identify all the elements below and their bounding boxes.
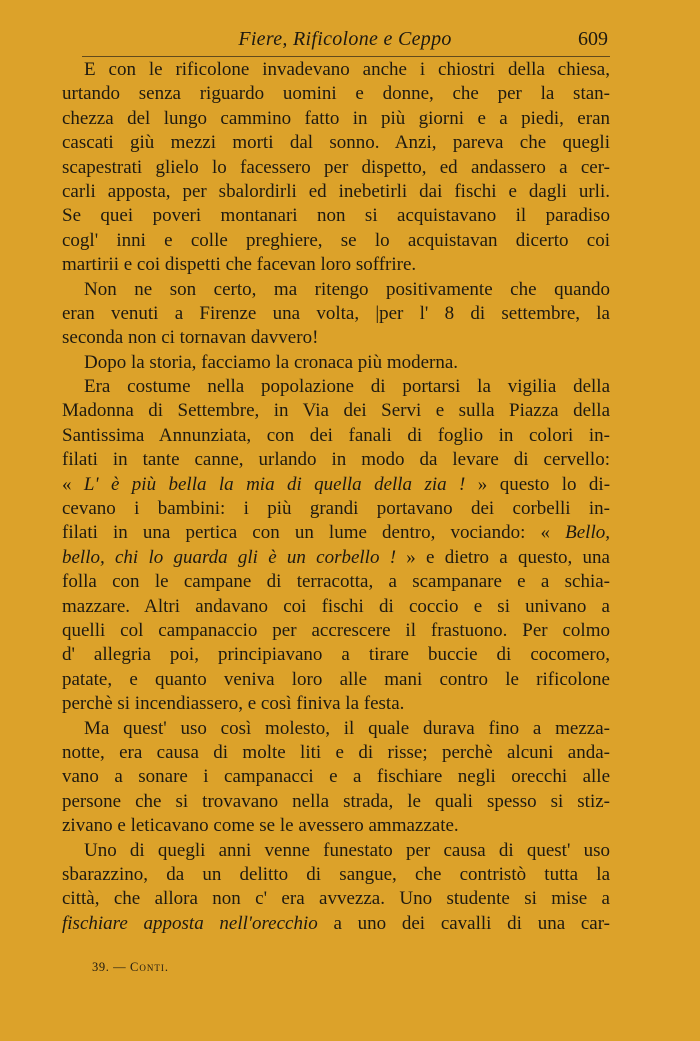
text-line: cevano i bambini: i più grandi portavano dei corbelli in- xyxy=(62,498,610,520)
text-line: Dopo la storia, facciamo la cronaca più moderna. xyxy=(84,351,459,373)
text-line: Era costume nella popolazione di portarsi la vigilia della xyxy=(84,376,610,398)
text-line: notte, era causa di molte liti e di risse; perchè alcuni anda- xyxy=(62,741,610,763)
italic-text: L' è più bella la mia di quella della zia ! xyxy=(83,473,466,495)
signature-number: 39. — xyxy=(92,960,127,974)
italic-text: fischiare apposta nell'orecchio xyxy=(62,912,318,934)
text-line: perchè si incendiassero, e così finiva la festa. xyxy=(62,693,405,715)
italic-text: bello, chi lo guarda gli è un corbello ! xyxy=(62,546,397,568)
text-line: Madonna di Settembre, in Via dei Servi e sulla Piazza della xyxy=(62,400,610,422)
header-title: Fiere, Rificolone e Ceppo xyxy=(238,28,452,50)
running-header xyxy=(82,28,608,54)
text-line: martirii e coi dispetti che facevan loro soffrire. xyxy=(62,254,417,276)
text-line: Santissima Annunziata, con dei fanali di foglio in colori in- xyxy=(62,424,610,446)
text-line: cogl' inni e colle preghiere, se lo acquistavan dicerto coi xyxy=(62,229,610,251)
text-line: Non ne son certo, ma ritengo positivamente che quando xyxy=(84,278,610,300)
text-line: filati in tante canne, urlando in modo da levare di cervello: xyxy=(62,449,610,471)
text-line: Uno di quegli anni venne funestato per causa di quest' uso xyxy=(84,839,610,861)
text-line: scapestrati glielo lo facessero per dispetto, ed andassero a cer- xyxy=(62,156,610,178)
text-line: mazzare. Altri andavano coi fischi di coccio e si univano a xyxy=(62,595,610,617)
text-line: folla con le campane di terracotta, a scampanare e a schia- xyxy=(62,571,610,593)
page-number: 609 xyxy=(578,28,608,50)
text-line: Se quei poveri montanari non si acquistavano il paradiso xyxy=(62,205,610,227)
text-line: vano a sonare i campanacci e a fischiare negli orecchi alle xyxy=(62,766,610,788)
text-line: città, che allora non c' era avvezza. Uno studente si mise a xyxy=(62,888,610,910)
text-line: zivano e leticavano come se le avessero ammazzate. xyxy=(62,815,459,837)
text-line: Ma quest' uso così molesto, il quale durava fino a mezza- xyxy=(84,717,610,739)
text-line: eran venuti a Firenze una volta, |per l' 8 di settembre, la xyxy=(62,302,610,324)
text-line: urtando senza riguardo uomini e donne, che per la stan- xyxy=(62,83,610,105)
text-line: d' allegria poi, principiavano a tirare buccie di cocomero, xyxy=(62,644,610,666)
text-line: chezza del lungo cammino fatto in più giorni e a piedi, eran xyxy=(62,107,610,129)
text-line: carli apposta, per sbalordirli ed inebetirli dai fischi e dagli urli. xyxy=(62,180,610,202)
text-line: quelli col campanaccio per accrescere il frastuono. Per colmo xyxy=(62,619,610,641)
signature-mark xyxy=(92,960,169,975)
text-line: cascati giù mezzi morti dal sonno. Anzi, pareva che quegli xyxy=(62,132,610,154)
signature-name: Conti. xyxy=(129,960,169,974)
body-text xyxy=(62,58,610,936)
text-line: « L' è più bella la mia di quella della zia ! » questo lo di- xyxy=(62,473,611,495)
text-line: fischiare apposta nell'orecchio a uno dei cavalli di una car- xyxy=(62,912,610,934)
text-line: filati in una pertica con un lume dentro, vociando: « Bello, xyxy=(62,522,610,544)
text-line: E con le rificolone invadevano anche i chiostri della chiesa, xyxy=(84,59,610,80)
text-line: patate, e quanto veniva loro alle mani contro le rificolone xyxy=(62,668,610,690)
text-line: sbarazzino, da un delitto di sangue, che contristò tutta la xyxy=(62,863,610,885)
italic-text: Bello, xyxy=(565,522,610,544)
text-line: bello, chi lo guarda gli è un corbello ! » e dietro a questo, una xyxy=(62,546,610,568)
header-rule xyxy=(82,56,610,57)
text-line: persone che si trovavano nella strada, le quali spesso si stiz- xyxy=(62,790,610,812)
text-line: seconda non ci tornavan davvero! xyxy=(62,327,319,349)
